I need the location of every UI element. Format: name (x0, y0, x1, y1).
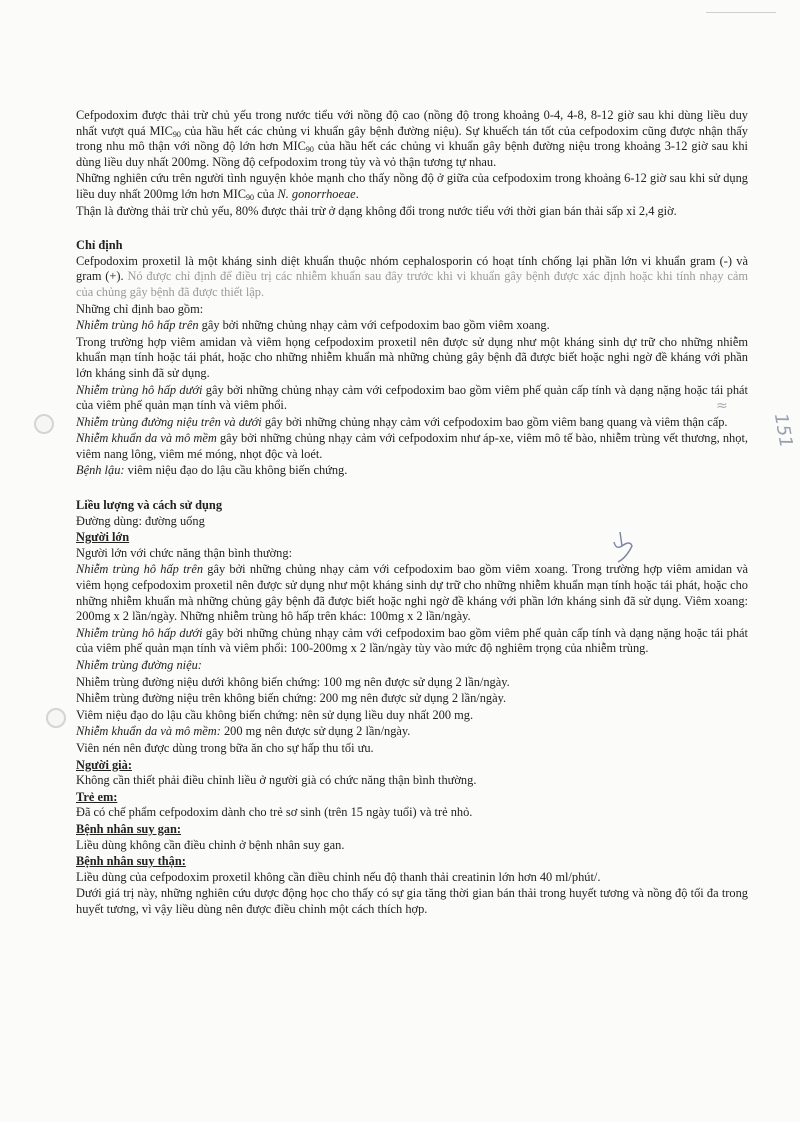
ink-mark: ≈ (716, 398, 728, 414)
adults-heading: Người lớn (76, 530, 130, 545)
text: của (254, 186, 278, 201)
scan-artifact-line (706, 12, 776, 13)
dosage-heading: Liều lượng và cách sử dụng (76, 498, 223, 513)
renal-text-1: Liều dùng của cefpodoxim proxetil không cần điều chỉnh nếu độ thanh thải creatinin lớn hơn 40 ml/phút/. (76, 869, 601, 884)
lead: Nhiễm khuẩn da và mô mềm (76, 431, 217, 446)
hepatic-text: Liều dùng không cần điều chỉnh ở bệnh nhân suy gan. (76, 837, 345, 852)
volunteer-study-paragraph (76, 171, 748, 202)
meal-advice: Viên nén nên được dùng trong bữa ăn cho sự hấp thu tối ưu. (76, 740, 374, 755)
adult-lower-respiratory (76, 626, 748, 657)
renal-text-2: Dưới giá trị này, những nghiên cứu dược động học cho thấy có sự gia tăng thời gian bán thải trong huyết tương và nồng độ tối đa trong huyết tương, vì vậy liều dùng nên được điều chỉnh một cách thích hợp. (76, 886, 748, 916)
text: gây bởi những chủng nhạy cảm với cefpodoxim bao gồm viêm xoang. (198, 318, 550, 333)
text: gây bởi những chủng nhạy cảm với cefpodoxim bao gồm viêm xoang. Trong trường hợp viêm amidan và viêm họng cefpodoxim proxetil nên được sử dụng như một kháng sinh dự trữ cho những nhiễm khuẩn mạn tính hoặc tái phát, hoặc cho những nhiễm khuẩn mà những chủng gây bệnh đã được biết hoặc nghi ngờ đề kháng với phần lớn kháng sinh đã sử dụng. Viêm xoang: 200mg x 2 lần/ngày. Những nhiễm trùng hô hấp trên khác: 100mg x 2 lần/ngày. (76, 562, 749, 624)
elderly-heading: Người già: (76, 757, 132, 772)
lead: Bệnh lậu: (76, 463, 125, 478)
text: gây bởi những chủng nhạy cảm với cefpodoxim bao gồm viêm phế quản cấp tính và dạng nặng hoặc tái phát của viêm phế quản mạn tính và viêm phổi: 100-200mg x 2 lần/ngày tùy vào mức độ nghiêm trọng của nhiễm trùng. (76, 625, 749, 656)
text: gây bởi những chủng nhạy cảm với cefpodoxim bao gồm viêm bang quang và viêm thận cấp. (261, 414, 728, 429)
indication-lower-respiratory (76, 383, 748, 414)
text: Những nghiên cứu trên người tình nguyện khỏe mạnh cho thấy nồng độ ở giữa của cefpodoxim trong khoảng 6-12 giờ sau khi sử dụng liều duy nhất 200mg lớn hơn MIC (76, 171, 748, 201)
text: viêm niệu đạo do lậu cầu không biến chứng. (124, 463, 348, 478)
text: Cefpodoxim proxetil là một kháng sinh diệt khuẩn thuộc nhóm cephalosporin có hoạt tính chống lại phần lớn vi khuẩn gram (-) và gram (+). (76, 253, 748, 284)
faded-text: Nó được chỉ định để điều trị các nhiễm khuẩn sau đây trước khi vi khuẩn gây bệnh được xác định hoặc khi tính nhạy cảm của chủng gây bệnh đã được thiết lập. (76, 269, 748, 299)
text: gây bởi những chủng nhạy cảm với cefpodoxim bao gồm viêm phế quản cấp tính và dạng nặng hoặc tái phát của viêm phế quản mạn tính và viêm phổi. (76, 382, 749, 413)
excretion-paragraph (76, 108, 748, 170)
text: của hầu hết các chủng vi khuẩn gây bệnh đường niệu). Sự khuếch tán tốt của cefpodoxim cũng được nhận thấy trong nhu mô thận với nồng độ lớn hơn MIC (76, 123, 748, 154)
lead: Nhiễm khuẩn da và mô mềm: (76, 724, 221, 739)
children-heading: Trẻ em: (76, 789, 118, 804)
text: gây bởi những chủng nhạy cảm với cefpodoxim như áp-xe, viêm mô tế bào, nhiễm trùng vết thương, nhọt, viêm nang lông, viêm mé móng, nhọt độc và loét. (76, 431, 748, 461)
indications-intro (76, 254, 748, 301)
indication-tonsillitis: Trong trường hợp viêm amidan và viêm họng cefpodoxim proxetil nên được sử dụng như một kháng sinh dự trữ cho những nhiễm khuẩn mạn tính hoặc tái phát, hoặc cho những nhiễm khuẩn mà những chủng gây bệnh đã được biết hoặc nghi ngờ đề kháng với phần lớn kháng sinh đã sử dụng. (76, 334, 748, 380)
subscript: 90 (246, 192, 255, 202)
text: 200 mg nên được sử dụng 2 lần/ngày. (220, 724, 411, 739)
text: của hầu hết các chủng vi khuẩn gây bệnh đường niệu trong khoảng 3-12 giờ sau khi dùng liều duy nhất 200mg. Nồng độ cefpodoxim trong tủy và vỏ thận tương tự nhau. (76, 139, 748, 169)
children-text: Đã có chế phẩm cefpodoxim dành cho trẻ sơ sinh (trên 15 ngày tuổi) và trẻ nhỏ. (76, 805, 473, 820)
lead: Nhiễm trùng hô hấp dưới (76, 625, 203, 640)
text: Cefpodoxim được thải trừ chủ yếu trong nước tiểu với nồng độ cao (nồng độ trong khoảng 0-4, 4-8, 8-12 giờ sau khi dùng liều duy nhất vượt quá MIC (76, 108, 748, 138)
renal-excretion-paragraph: Thận là đường thải trừ chủ yếu, 80% được thải trừ ở dạng không đổi trong nước tiểu với thời gian bán thải sấp xỉ 2,4 giờ. (76, 203, 677, 218)
binder-hole-bottom (46, 708, 66, 728)
adults-intro: Người lớn với chức năng thận bình thường: (76, 545, 293, 560)
subscript: 90 (305, 145, 314, 155)
uti-lower: Nhiễm trùng đường niệu dưới không biến chứng: 100 mg nên được sử dụng 2 lần/ngày. (76, 674, 510, 689)
subscript: 90 (172, 129, 181, 139)
lead: Nhiễm trùng đường niệu trên và dưới (76, 414, 262, 429)
indications-list-intro: Những chỉ định bao gồm: (76, 301, 204, 316)
gonorrhea-dose: Viêm niệu đạo do lậu cầu không biến chứng: nên sử dụng liều duy nhất 200 mg. (76, 707, 474, 722)
document-body (76, 108, 748, 919)
adult-upper-respiratory (76, 562, 748, 624)
organism-name: N. gonorrhoeae (277, 186, 356, 201)
indication-skin (76, 431, 748, 462)
adult-urinary-heading: Nhiễm trùng đường niệu: (76, 658, 202, 672)
route: Đường dùng: đường uống (76, 513, 205, 528)
indications-heading: Chỉ định (76, 238, 123, 253)
indication-upper-respiratory (76, 318, 748, 334)
renal-heading: Bệnh nhân suy thận: (76, 854, 186, 869)
lead: Nhiễm trùng hô hấp trên (76, 562, 204, 577)
text: . (355, 186, 359, 201)
binder-hole-top (34, 414, 54, 434)
adult-skin (76, 724, 748, 740)
lead: Nhiễm trùng hô hấp trên (76, 318, 199, 333)
indication-gonorrhea (76, 463, 748, 479)
hepatic-heading: Bệnh nhân suy gan: (76, 821, 182, 836)
margin-page-number: 151 (769, 411, 797, 450)
elderly-text: Không cần thiết phải điều chỉnh liều ở người già có chức năng thận bình thường. (76, 773, 477, 788)
uti-upper: Nhiễm trùng đường niệu trên không biến chứng: 200 mg nên được sử dụng 2 lần/ngày. (76, 691, 507, 706)
indication-urinary (76, 415, 748, 431)
lead: Nhiễm trùng hô hấp dưới (76, 382, 203, 397)
